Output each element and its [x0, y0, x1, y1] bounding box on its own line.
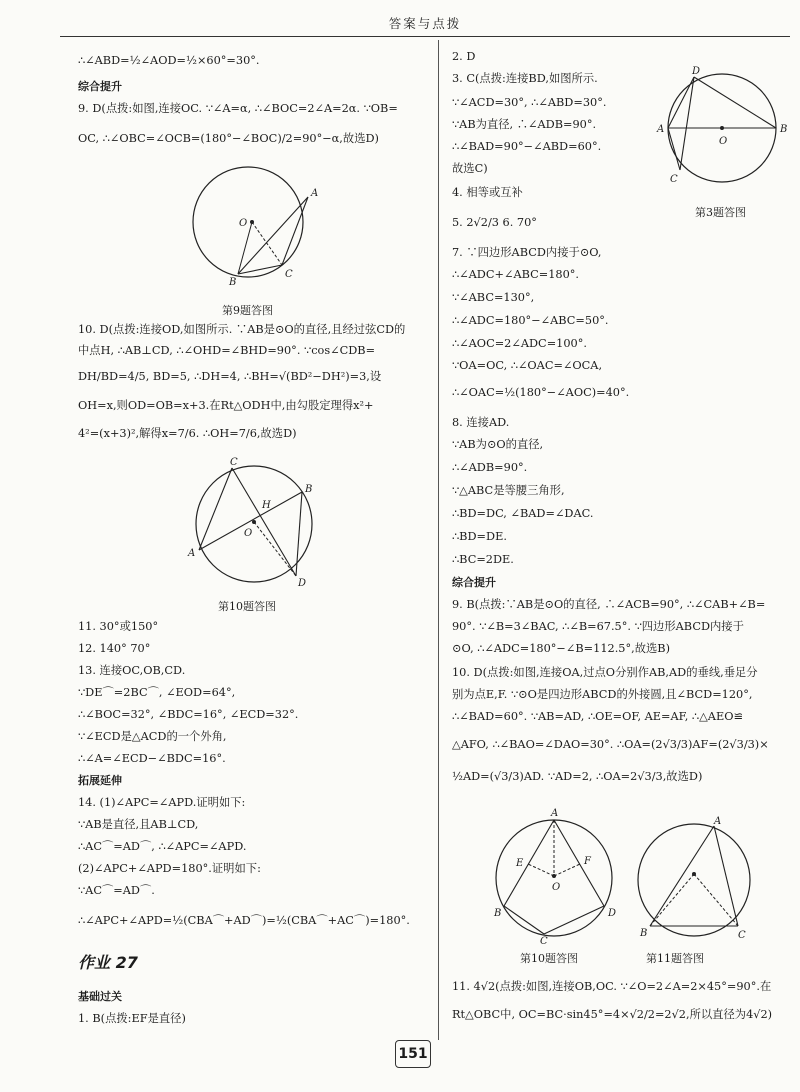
label-a: A — [657, 124, 665, 135]
text-line: 9. D(点拨:如图,连接OC. ∵∠A=α, ∴∠BOC=2∠A=2α. ∵OB= — [78, 102, 398, 115]
section-heading: 综合提升 — [78, 80, 122, 93]
caption-fig-right-11: 第11题答图 — [646, 952, 704, 965]
label-d: D — [298, 578, 307, 589]
text-line: Rt△OBC中, OC=BC·sin45°=4×√2/2=2√2,所以直径为4√2) — [452, 1008, 773, 1021]
text-line: ∴BD=DE. — [452, 530, 507, 543]
text-line: 11. 30°或150° — [78, 620, 159, 633]
text-line: ½AD=(√3/3)AD. ∵AD=2, ∴OA=2√3/3,故选D) — [452, 770, 703, 783]
text-line: 故选C) — [452, 162, 488, 175]
text-line: 2. D — [452, 50, 476, 63]
figure-9 — [186, 164, 326, 288]
text-line: 1. B(点拨:EF是直径) — [78, 1012, 186, 1025]
label-e: E — [516, 858, 524, 869]
text-line: OC, ∴∠OBC=∠OCB=(180°−∠BOC)/2=90°−α,故选D) — [78, 132, 379, 145]
label-o: O — [239, 218, 248, 229]
text-line: 12. 140° 70° — [78, 642, 151, 655]
label-o: O — [552, 882, 561, 893]
text-line: ∵AB是直径,且AB⊥CD, — [78, 818, 199, 831]
text-line: ∵∠ABC=130°, — [452, 291, 535, 304]
text-line: ∵△ABC是等腰三角形, — [452, 484, 565, 497]
caption-fig9: 第9题答图 — [222, 304, 273, 317]
text-line: ∵AC⌒=AD⌒. — [78, 884, 155, 897]
text-line: 4²=(x+3)²,解得x=7/6. ∴OH=7/6,故选D) — [78, 427, 297, 440]
page-header — [60, 14, 790, 37]
label-d: D — [692, 66, 701, 77]
text-line: ∵AB为⊙O的直径, — [452, 438, 544, 451]
text-line: ∵OA=OC, ∴∠OAC=∠OCA, — [452, 359, 603, 372]
text-line: ∵AB为直径, ∴∠ADB=90°. — [452, 118, 597, 131]
text-line: 5. 2√2/3 6. 70° — [452, 216, 537, 229]
section-heading: 基础过关 — [78, 990, 122, 1003]
text-line: △AFO, ∴∠BAO=∠DAO=30°. ∴OA=(2√3/3)AF=(2√3/3)× — [452, 738, 769, 751]
text-line: ∴BD=DC, ∠BAD=∠DAC. — [452, 507, 594, 520]
text-line: 7. ∵四边形ABCD内接于⊙O, — [452, 246, 602, 259]
text-line: ∴∠BAD=60°. ∵AB=AD, ∴OE=OF, AE=AF, ∴△AEO≌ — [452, 710, 743, 723]
text-line: 4. 相等或互补 — [452, 186, 523, 199]
text-line: 14. (1)∠APC=∠APD.证明如下: — [78, 796, 246, 809]
text-line: 11. 4√2(点拨:如图,连接OB,OC. ∵∠O=2∠A=2×45°=90°.在 — [452, 980, 772, 993]
text-line: ∵DE⌒=2BC⌒, ∠EOD=64°, — [78, 686, 236, 699]
label-b: B — [780, 124, 788, 135]
label-f: F — [584, 856, 591, 867]
text-line: ∴∠A=∠ECD−∠BDC=16°. — [78, 752, 226, 765]
label-a: A — [551, 808, 559, 819]
header-title: 答案与点拨 — [388, 16, 462, 31]
text-line: ∴∠AOC=2∠ADC=100°. — [452, 337, 587, 350]
text-line: 别为点E,F. ∵⊙O是四边形ABCD的外接圆,且∠BCD=120°, — [452, 688, 753, 701]
label-c: C — [670, 174, 678, 185]
label-c: C — [738, 930, 746, 941]
text-line: 10. D(点拨:连接OD,如图所示. ∵AB是⊙O的直径,且经过弦CD的 — [78, 323, 406, 336]
label-b: B — [305, 484, 313, 495]
text-line: ∴∠BAD=90°−∠ABD=60°. — [452, 140, 602, 153]
label-c: C — [230, 457, 238, 468]
text-line: 10. D(点拨:如图,连接OA,过点O分别作AB,AD的垂线,垂足分 — [452, 666, 758, 679]
label-c: C — [540, 936, 548, 947]
text-line: ⊙O, ∴∠ADC=180°−∠B=112.5°,故选B) — [452, 642, 671, 655]
label-o: O — [244, 528, 253, 539]
text-line: ∴∠ADC=180°−∠ABC=50°. — [452, 314, 609, 327]
figure-right-10 — [494, 802, 626, 947]
text-line: 3. C(点拨:连接BD,如图所示. — [452, 72, 598, 85]
text-line: 9. B(点拨:∵AB是⊙O的直径, ∴∠ACB=90°, ∴∠CAB+∠B= — [452, 598, 766, 611]
label-a: A — [188, 548, 196, 559]
figure-3 — [656, 66, 790, 190]
text-line: OH=x,则OD=OB=x+3.在Rt△ODH中,由勾股定理得x²+ — [78, 399, 374, 412]
assignment-heading: 作业 27 — [78, 953, 138, 972]
figure-right-11 — [634, 816, 754, 946]
label-d: D — [608, 908, 617, 919]
text-line: ∴AC⌒=AD⌒, ∴∠APC=∠APD. — [78, 840, 247, 853]
label-b: B — [494, 908, 502, 919]
text-line: ∴∠OAC=½(180°−∠AOC)=40°. — [452, 386, 630, 399]
column-divider — [438, 40, 439, 1040]
text-line: 13. 连接OC,OB,CD. — [78, 664, 186, 677]
text-line: ∴∠ABD=½∠AOD=½×60°=30°. — [78, 54, 260, 67]
caption-fig3: 第3题答图 — [695, 206, 746, 219]
label-a: A — [714, 816, 722, 827]
label-h: H — [262, 500, 271, 511]
text-line: ∵∠ACD=30°, ∴∠ABD=30°. — [452, 96, 607, 109]
caption-fig10: 第10题答图 — [218, 600, 276, 613]
label-c: C — [285, 269, 293, 280]
section-heading: 拓展延伸 — [78, 774, 122, 787]
text-line: DH/BD=4/5, BD=5, ∴DH=4, ∴BH=√(BD²−DH²)=3,设 — [78, 370, 382, 383]
text-line: 中点H, ∴AB⊥CD, ∴∠OHD=∠BHD=90°. ∵cos∠CDB= — [78, 344, 376, 357]
caption-fig-right-10: 第10题答图 — [520, 952, 578, 965]
label-b: B — [229, 277, 237, 288]
text-line: ∴∠APC+∠APD=½(CBA⌒+AD⌒)=½(CBA⌒+AC⌒)=180°. — [78, 914, 410, 927]
section-heading: 综合提升 — [452, 576, 496, 589]
figure-10 — [186, 458, 336, 588]
text-line: (2)∠APC+∠APD=180°.证明如下: — [78, 862, 261, 875]
text-line: ∴∠BOC=32°, ∠BDC=16°, ∠ECD=32°. — [78, 708, 299, 721]
label-b: B — [640, 928, 648, 939]
text-line: 8. 连接AD. — [452, 416, 510, 429]
text-line: ∴∠ADC+∠ABC=180°. — [452, 268, 580, 281]
text-line: ∴BC=2DE. — [452, 553, 514, 566]
label-a: A — [311, 188, 319, 199]
page-number: 151 — [395, 1040, 431, 1068]
label-o: O — [719, 136, 728, 147]
text-line: 90°. ∵∠B=3∠BAC, ∴∠B=67.5°. ∵四边形ABCD内接于 — [452, 620, 744, 633]
text-line: ∵∠ECD是△ACD的一个外角, — [78, 730, 227, 743]
text-line: ∴∠ADB=90°. — [452, 461, 528, 474]
